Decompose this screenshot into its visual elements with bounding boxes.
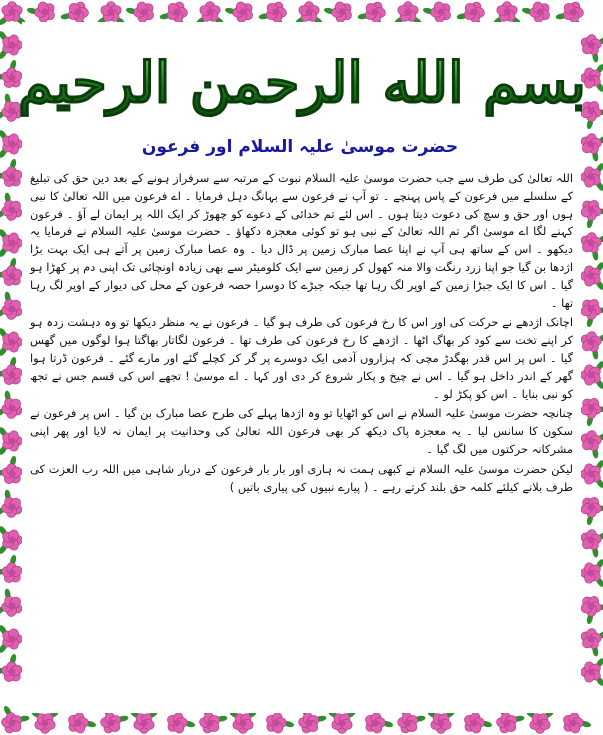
rose-icon [581, 657, 603, 687]
rose-icon [581, 162, 603, 192]
paragraph-1: اللہ تعالیٰ کی طرف سے جب حضرت موسیٰ علیہ السلام نبوت کے مرتبہ سے سرفراز ہونے کے بعد دین حق کی تبلیغ کے سلسلے میں فرعون کے پاس پہنچے ۔ تو آپ نے فرعون سے بہانگ دہل فرمایا ۔ اے فرعون میں اللہ تعالیٰ کا نبی ہوں اور حق و سچ کی دعوت دیتا ہوں ۔ اس لئے تم خدائی کے دعوے کو چھوڑ کر ایک اللہ پر ایمان لے آؤ ۔ فرعون کہنے لگا اے موسیٰ اگر تم اللہ تعالیٰ کے نبی ہو تو کوئی معجزہ دکھاؤ ۔ حضرت موسیٰ علیہ السلام نے فرمایا یہ دیکھو ۔ اس کے ساتھ ہی آپ نے اپنا عصا مبارک زمین پر ڈال دیا ۔ وہ عصا مبارک زمین پر آتے ہی ایک بہت بڑا اژدھا بن گیا جو اپنا زرد رنگت والا منہ کھول کر زمین سے ایک کلومیٹر سے بھی زیادہ اونچائی تک اپنی دم پر کھڑا ہو گیا ۔ اس کا ایک جبڑا زمین کے اوپر لگ رہا تھا جبکہ جبڑے کا دوسرا حصہ فرعون کے محل کی دیوار کے اوپر لگ رہا تھا ۔ [30, 171, 573, 310]
paragraph-3: چنانچہ حضرت موسیٰ علیہ السلام نے اس کو اٹھایا تو وہ اژدھا پہلے کی طرح عصا مبارک بن گیا ۔ اس پر فرعون نے سکون کا سانس لیا ۔ یہ معجزہ پاک دیکھ کر بھی فرعون اللہ تعالیٰ کی وحدانیت پر ایمان نہ لایا اور پھر اپنی مشرکانہ حرکتوں میں لگ گیا ۔ [30, 406, 573, 456]
rose-icon [581, 459, 603, 489]
page-title: حضرت موسیٰ علیہ السلام اور فرعون [141, 137, 459, 157]
rose-icon [0, 129, 23, 159]
rose-icon [0, 624, 23, 654]
paragraph-2: اچانک اژدھے نے حرکت کی اور اس کا رخ فرعون کی طرف ہو گیا ۔ فرعون نے یہ منظر دیکھا تو وہ دہشت زدہ ہو کر اپنے تخت سے کود کر بھاگ اٹھا ۔ اژدھے کا رخ فرعون کی طرف تھا ۔ فرعون لگاتار بھاگتا ہوا لوگوں میں گھس گیا ۔ اس پر اس قدر بھگدڑ مچی کہ ہزاروں آدمی ایک دوسرے پر گر کر کچلے گئے اور مارے گئے ۔ فرعون ڈرتا ہوا گھر کے اندر داخل ہو گیا ۔ اس نے چیخ و پکار شروع کر دی اور کہا ۔ اے موسیٰ ! تجھے اس کی قسم جس نے تجھ کو نبی بنایا ۔ اس کو پکڑ لو ۔ [30, 315, 573, 401]
rose-icon [0, 327, 23, 357]
rose-icon [0, 426, 23, 456]
bismillah-text: بسم الله الرحمن الرحیم [18, 50, 586, 116]
bismillah-calligraphy [18, 36, 586, 128]
rose-icon [581, 360, 603, 390]
rose-icon [581, 558, 603, 588]
article-body [30, 170, 573, 498]
rose-icon [0, 228, 23, 258]
rose-icon [581, 261, 603, 291]
paragraph-4: لیکن حضرت موسیٰ علیہ السلام نے کبھی ہمت نہ ہاری اور بار بار فرعون کے دربار شاہی میں اللہ رب العزت کی طرف بلانے کیلئے کلمہ حق بلند کرتے رہے ۔ ( پیارے نبیوں کی پیاری باتیں ) [30, 461, 573, 494]
rose-icon [0, 525, 23, 555]
